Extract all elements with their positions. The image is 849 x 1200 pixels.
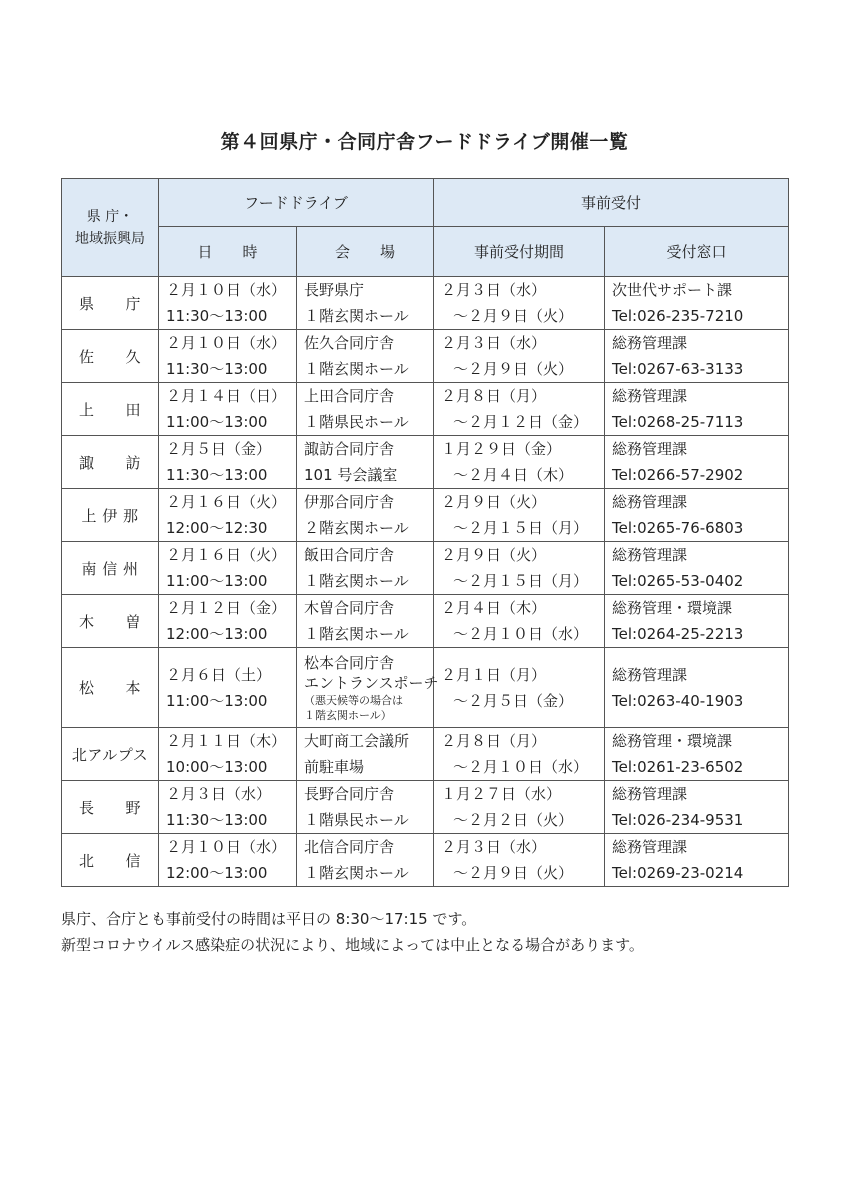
window-cell-line: Tel:0261-23-6502 bbox=[612, 758, 744, 776]
period-cell-line: ２月９日（火） bbox=[441, 493, 547, 511]
datetime-cell-line: 11:00～13:00 bbox=[166, 572, 268, 590]
venue-cell-line: エントランスポーチ bbox=[304, 673, 439, 692]
header-venue: 会 場 bbox=[297, 227, 434, 277]
window-cell-line: 総務管理課 bbox=[612, 838, 688, 856]
region-cell-line: 諏 訪 bbox=[78, 453, 141, 472]
period-cell bbox=[434, 834, 605, 887]
venue-cell-line: 大町商工会議所 bbox=[304, 732, 410, 750]
region-cell-line: 南 信 州 bbox=[81, 559, 139, 578]
window-cell bbox=[605, 648, 789, 728]
window-cell bbox=[605, 383, 789, 436]
window-cell-line: Tel:0267-63-3133 bbox=[612, 360, 744, 378]
venue-cell-line: （悪天候等の場合は bbox=[304, 693, 403, 707]
venue-cell bbox=[297, 277, 434, 330]
datetime-cell-line: 11:30～13:00 bbox=[166, 811, 268, 829]
window-cell-line: 総務管理・環境課 bbox=[612, 732, 733, 750]
venue-cell bbox=[297, 728, 434, 781]
note-line: 県庁、合庁とも事前受付の時間は平日の 8:30～17:15 です。 bbox=[61, 910, 477, 928]
window-cell-line: 総務管理課 bbox=[612, 440, 688, 458]
page-title: 第４回県庁・合同庁舎フードドライブ開催一覧 bbox=[220, 131, 629, 153]
window-cell-line: 総務管理課 bbox=[612, 493, 688, 511]
window-cell-line: 総務管理課 bbox=[612, 334, 688, 352]
window-cell bbox=[605, 330, 789, 383]
venue-cell-line: １階玄関ホール bbox=[304, 572, 409, 590]
datetime-cell-line: ２月１６日（火） bbox=[166, 493, 287, 511]
period-cell-line: ～２月１２日（金） bbox=[453, 413, 589, 431]
window-cell bbox=[605, 436, 789, 489]
venue-cell-line: 松本合同庁舎 bbox=[304, 653, 395, 672]
venue-cell-line: １階玄関ホール bbox=[304, 625, 409, 643]
period-cell bbox=[434, 436, 605, 489]
datetime-cell-line: 12:00～13:00 bbox=[166, 864, 268, 882]
region-cell bbox=[62, 595, 159, 648]
period-cell-line: ～２月９日（火） bbox=[453, 864, 574, 882]
food-drive-table bbox=[61, 178, 789, 887]
datetime-cell-line: ２月６日（土） bbox=[166, 665, 272, 684]
region-cell-line: 長 野 bbox=[78, 798, 141, 817]
period-cell bbox=[434, 542, 605, 595]
table-row bbox=[62, 728, 789, 781]
period-cell-line: ～２月４日（木） bbox=[453, 466, 574, 484]
venue-cell bbox=[297, 834, 434, 887]
window-cell bbox=[605, 595, 789, 648]
window-cell-line: 総務管理課 bbox=[612, 665, 688, 684]
header-food-drive: フードドライブ bbox=[159, 179, 434, 227]
period-cell bbox=[434, 648, 605, 728]
datetime-cell bbox=[159, 277, 297, 330]
window-cell-line: Tel:0265-76-6803 bbox=[612, 519, 744, 537]
venue-cell-line: １階玄関ホール bbox=[304, 864, 409, 882]
venue-cell-line: 諏訪合同庁舎 bbox=[304, 440, 395, 458]
period-cell bbox=[434, 595, 605, 648]
region-cell bbox=[62, 330, 159, 383]
region-cell bbox=[62, 277, 159, 330]
period-cell-line: ～２月９日（火） bbox=[453, 360, 574, 378]
region-cell-line: 北アルプス bbox=[71, 745, 149, 764]
table-row bbox=[62, 542, 789, 595]
venue-cell bbox=[297, 489, 434, 542]
datetime-cell-line: ２月５日（金） bbox=[166, 440, 272, 458]
datetime-cell-line: 10:00～13:00 bbox=[166, 758, 268, 776]
region-cell bbox=[62, 648, 159, 728]
region-cell bbox=[62, 436, 159, 489]
period-cell-line: ２月４日（木） bbox=[441, 599, 547, 617]
venue-cell-line: ２階玄関ホール bbox=[304, 519, 409, 537]
venue-cell-line: １階玄関ホール bbox=[304, 307, 409, 325]
region-cell-line: 上 伊 那 bbox=[81, 506, 139, 525]
period-cell-line: ２月８日（月） bbox=[441, 732, 547, 750]
datetime-cell bbox=[159, 489, 297, 542]
table-row bbox=[62, 648, 789, 728]
window-cell bbox=[605, 542, 789, 595]
period-cell bbox=[434, 489, 605, 542]
venue-cell-line: １階県民ホール bbox=[304, 413, 409, 431]
header-region-line1: 県 庁・ bbox=[86, 208, 134, 225]
venue-cell bbox=[297, 436, 434, 489]
datetime-cell-line: ２月１６日（火） bbox=[166, 546, 287, 564]
datetime-cell bbox=[159, 383, 297, 436]
window-cell bbox=[605, 277, 789, 330]
table-row bbox=[62, 330, 789, 383]
header-datetime: 日 時 bbox=[159, 227, 297, 277]
datetime-cell-line: 11:30～13:00 bbox=[166, 360, 268, 378]
datetime-cell bbox=[159, 781, 297, 834]
datetime-cell-line: 11:30～13:00 bbox=[166, 466, 268, 484]
window-cell-line: 総務管理課 bbox=[612, 387, 688, 405]
datetime-cell bbox=[159, 648, 297, 728]
region-cell-line: 木 曽 bbox=[78, 612, 141, 631]
datetime-cell-line: ２月１４日（日） bbox=[166, 387, 287, 405]
region-cell-line: 松 本 bbox=[78, 679, 141, 697]
datetime-cell-line: 12:00～13:00 bbox=[166, 625, 268, 643]
window-cell-line: 次世代サポート課 bbox=[612, 281, 733, 299]
period-cell-line: ～２月２日（火） bbox=[453, 811, 574, 829]
header-pre-registration: 事前受付 bbox=[434, 179, 789, 227]
region-cell bbox=[62, 728, 159, 781]
window-cell-line: Tel:0264-25-2213 bbox=[612, 625, 744, 643]
region-cell bbox=[62, 383, 159, 436]
window-cell-line: Tel:026-235-7210 bbox=[612, 307, 744, 325]
venue-cell bbox=[297, 330, 434, 383]
window-cell-line: Tel:0265-53-0402 bbox=[612, 572, 744, 590]
datetime-cell-line: 11:30～13:00 bbox=[166, 307, 268, 325]
datetime-cell-line: ２月１０日（水） bbox=[166, 334, 287, 352]
period-cell-line: ～２月１５日（月） bbox=[453, 519, 589, 537]
venue-cell-line: １階玄関ホール） bbox=[304, 708, 392, 722]
header-period: 事前受付期間 bbox=[434, 227, 605, 277]
datetime-cell-line: ２月１０日（水） bbox=[166, 281, 287, 299]
venue-cell-line: 上田合同庁舎 bbox=[304, 387, 395, 405]
venue-cell bbox=[297, 781, 434, 834]
window-cell-line: 総務管理・環境課 bbox=[612, 599, 733, 617]
venue-cell-line: 伊那合同庁舎 bbox=[304, 493, 395, 511]
period-cell-line: １月２７日（水） bbox=[441, 785, 562, 803]
period-cell-line: ２月３日（水） bbox=[441, 838, 547, 856]
datetime-cell bbox=[159, 542, 297, 595]
region-cell bbox=[62, 834, 159, 887]
table-row bbox=[62, 436, 789, 489]
period-cell-line: ２月３日（水） bbox=[441, 334, 547, 352]
venue-cell-line: 長野合同庁舎 bbox=[304, 785, 395, 803]
period-cell-line: ２月３日（水） bbox=[441, 281, 547, 299]
window-cell-line: Tel:0269-23-0214 bbox=[612, 864, 744, 882]
window-cell-line: 総務管理課 bbox=[612, 785, 688, 803]
window-cell-line: Tel:0268-25-7113 bbox=[612, 413, 744, 431]
period-cell-line: ～２月９日（火） bbox=[453, 307, 574, 325]
region-cell-line: 県 庁 bbox=[78, 294, 141, 313]
period-cell-line: ～２月１５日（月） bbox=[453, 572, 589, 590]
venue-cell-line: 佐久合同庁舎 bbox=[304, 334, 395, 352]
datetime-cell bbox=[159, 728, 297, 781]
window-cell bbox=[605, 489, 789, 542]
region-cell bbox=[62, 781, 159, 834]
period-cell-line: ２月１日（月） bbox=[441, 665, 547, 684]
window-cell-line: Tel:026-234-9531 bbox=[612, 811, 744, 829]
venue-cell-line: １階県民ホール bbox=[304, 811, 409, 829]
table-header bbox=[62, 179, 789, 277]
venue-cell bbox=[297, 595, 434, 648]
notes bbox=[61, 906, 644, 958]
venue-cell-line: 101 号会議室 bbox=[304, 466, 398, 484]
period-cell-line: ２月９日（火） bbox=[441, 546, 547, 564]
datetime-cell-line: 11:00～13:00 bbox=[166, 691, 268, 710]
window-cell-line: Tel:0263-40-1903 bbox=[612, 691, 744, 710]
header-window: 受付窓口 bbox=[605, 227, 789, 277]
datetime-cell-line: ２月１２日（金） bbox=[166, 599, 287, 617]
venue-cell-line: 長野県庁 bbox=[304, 281, 365, 299]
datetime-cell-line: 11:00～13:00 bbox=[166, 413, 268, 431]
window-cell-line: 総務管理課 bbox=[612, 546, 688, 564]
window-cell bbox=[605, 834, 789, 887]
window-cell-line: Tel:0266-57-2902 bbox=[612, 466, 744, 484]
period-cell bbox=[434, 277, 605, 330]
window-cell bbox=[605, 728, 789, 781]
header-region-line2: 地域振興局 bbox=[75, 230, 145, 247]
venue-cell bbox=[297, 383, 434, 436]
table-row bbox=[62, 834, 789, 887]
window-cell bbox=[605, 781, 789, 834]
header-region bbox=[62, 179, 159, 277]
venue-cell-line: 前駐車場 bbox=[304, 758, 365, 776]
datetime-cell-line: ２月１１日（木） bbox=[166, 732, 287, 750]
region-cell-line: 佐 久 bbox=[78, 347, 141, 366]
table-row bbox=[62, 277, 789, 330]
period-cell-line: ～２月１０日（水） bbox=[453, 625, 589, 643]
period-cell-line: ～２月１０日（水） bbox=[453, 758, 589, 776]
period-cell bbox=[434, 383, 605, 436]
table-row bbox=[62, 781, 789, 834]
venue-cell-line: 北信合同庁舎 bbox=[304, 838, 395, 856]
venue-cell bbox=[297, 542, 434, 595]
region-cell bbox=[62, 489, 159, 542]
period-cell bbox=[434, 781, 605, 834]
venue-cell bbox=[297, 648, 439, 728]
table-body bbox=[62, 277, 789, 887]
period-cell-line: ２月８日（月） bbox=[441, 387, 547, 405]
datetime-cell-line: ２月３日（水） bbox=[166, 785, 272, 803]
venue-cell-line: 木曽合同庁舎 bbox=[304, 599, 395, 617]
datetime-cell bbox=[159, 834, 297, 887]
note-line: 新型コロナウイルス感染症の状況により、地域によっては中止となる場合があります。 bbox=[61, 936, 644, 954]
period-cell bbox=[434, 728, 605, 781]
table-row bbox=[62, 383, 789, 436]
period-cell-line: １月２９日（金） bbox=[441, 440, 562, 458]
period-cell bbox=[434, 330, 605, 383]
datetime-cell bbox=[159, 436, 297, 489]
datetime-cell-line: ２月１０日（水） bbox=[166, 838, 287, 856]
table-row bbox=[62, 489, 789, 542]
venue-cell-line: 飯田合同庁舎 bbox=[304, 546, 395, 564]
region-cell-line: 上 田 bbox=[78, 400, 141, 419]
region-cell bbox=[62, 542, 159, 595]
datetime-cell bbox=[159, 595, 297, 648]
table-row bbox=[62, 595, 789, 648]
period-cell-line: ～２月５日（金） bbox=[453, 691, 574, 710]
datetime-cell bbox=[159, 330, 297, 383]
datetime-cell-line: 12:00～12:30 bbox=[166, 519, 268, 537]
venue-cell-line: １階玄関ホール bbox=[304, 360, 409, 378]
region-cell-line: 北 信 bbox=[78, 851, 141, 870]
